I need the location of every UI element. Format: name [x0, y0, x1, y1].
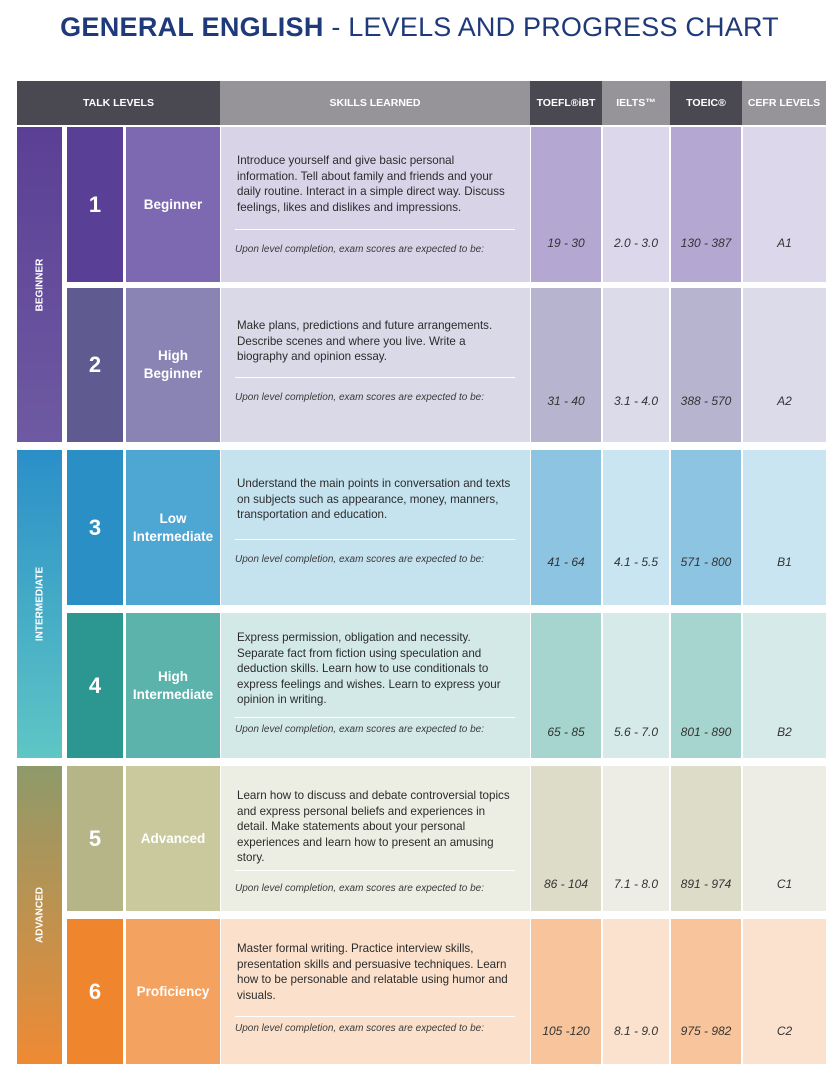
level-name	[126, 450, 220, 605]
cefr-level: C2	[743, 919, 826, 1064]
level-number: 2	[67, 288, 123, 442]
toeic-score: 891 - 974	[671, 766, 741, 911]
level-name	[126, 919, 220, 1064]
skills-cell	[221, 919, 530, 1064]
completion-note: Upon level completion, exam scores are expected to be:	[235, 554, 485, 565]
divider	[235, 377, 515, 378]
skills-description: Understand the main points in conversation and texts on subjects such as appearance, money, manners, transportation and education.	[237, 477, 511, 521]
group-label: INTERMEDIATE	[34, 566, 45, 642]
skills-description: Master formal writing. Practice interview skills, presentation skills and persuasive techniques. Learn how to be personable and relatable using humor and visuals.	[237, 942, 508, 1002]
toefl-score: 65 - 85	[531, 613, 601, 758]
completion-note: Upon level completion, exam scores are expected to be:	[235, 883, 485, 894]
level-name-text: Advanced	[140, 830, 206, 846]
ielts-score: 2.0 - 3.0	[603, 127, 669, 282]
level-name	[126, 613, 220, 758]
toefl-score: 41 - 64	[531, 450, 601, 605]
level-name	[126, 766, 220, 911]
level-number: 4	[67, 613, 123, 758]
ielts-score: 8.1 - 9.0	[603, 919, 669, 1064]
ielts-score: 3.1 - 4.0	[603, 288, 669, 442]
completion-note: Upon level completion, exam scores are expected to be:	[235, 724, 485, 735]
skills-cell	[221, 613, 530, 758]
skills-cell	[221, 766, 530, 911]
skills-cell	[221, 450, 530, 605]
level-name-text: High Beginner	[143, 348, 203, 381]
skills-cell	[221, 127, 530, 282]
completion-note: Upon level completion, exam scores are expected to be:	[235, 392, 485, 403]
toefl-score: 86 - 104	[531, 766, 601, 911]
toefl-score: 19 - 30	[531, 127, 601, 282]
level-name-text: Low Intermediate	[132, 510, 214, 544]
group-beginner	[17, 127, 62, 442]
skills-description: Make plans, predictions and future arrangements. Describe scenes and where you live. Write a biography and opinion essay.	[237, 319, 493, 363]
header-ielts: IELTS™	[602, 81, 670, 125]
toeic-score: 801 - 890	[671, 613, 741, 758]
skills-description: Introduce yourself and give basic personal information. Tell about family and friends and your daily routine. Interact in a simple direct way. Discuss feelings, likes and dislikes and impressions.	[237, 154, 505, 214]
toeic-score: 130 - 387	[671, 127, 741, 282]
level-name-text: Beginner	[143, 196, 203, 212]
level-name-text: Proficiency	[136, 983, 210, 999]
header-cefr-levels: CEFR LEVELS	[742, 81, 826, 125]
level-name	[126, 127, 220, 282]
level-number: 5	[67, 766, 123, 911]
completion-note: Upon level completion, exam scores are expected to be:	[235, 1023, 485, 1034]
completion-note: Upon level completion, exam scores are expected to be:	[235, 244, 485, 255]
header-skills-learned: SKILLS LEARNED	[220, 81, 530, 125]
header-toeic: TOEIC®	[670, 81, 742, 125]
title-rest: - LEVELS AND PROGRESS CHART	[323, 12, 779, 42]
cefr-level: A1	[743, 127, 826, 282]
skills-cell	[221, 288, 530, 442]
title-bold: GENERAL ENGLISH	[60, 12, 324, 42]
level-number: 3	[67, 450, 123, 605]
divider	[235, 870, 515, 871]
divider	[235, 229, 515, 230]
group-intermediate	[17, 450, 62, 758]
ielts-score: 7.1 - 8.0	[603, 766, 669, 911]
skills-description: Learn how to discuss and debate controversial topics and express personal beliefs and experiences in detail. Make statements about your personal experiences and learn how to present an amusing story.	[237, 789, 510, 864]
group-advanced	[17, 766, 62, 1064]
header-toefl: TOEFL®iBT	[530, 81, 602, 125]
toeic-score: 975 - 982	[671, 919, 741, 1064]
level-number: 6	[67, 919, 123, 1064]
divider	[235, 1016, 515, 1017]
level-name-text: High Intermediate	[132, 668, 214, 702]
header-talk-levels: TALK LEVELS	[17, 81, 220, 125]
ielts-score: 5.6 - 7.0	[603, 613, 669, 758]
group-label: BEGINNER	[34, 258, 45, 311]
cefr-level: C1	[743, 766, 826, 911]
toeic-score: 388 - 570	[671, 288, 741, 442]
toefl-score: 31 - 40	[531, 288, 601, 442]
ielts-score: 4.1 - 5.5	[603, 450, 669, 605]
level-number: 1	[67, 127, 123, 282]
cefr-level: A2	[743, 288, 826, 442]
toeic-score: 571 - 800	[671, 450, 741, 605]
toefl-score: 105 -120	[531, 919, 601, 1064]
group-label: ADVANCED	[34, 887, 45, 943]
cefr-level: B1	[743, 450, 826, 605]
cefr-level: B2	[743, 613, 826, 758]
level-name	[126, 288, 220, 442]
divider	[235, 717, 515, 718]
divider	[235, 539, 515, 540]
skills-description: Express permission, obligation and necessity. Separate fact from fiction using speculation and deduction skills. Learn how to use conditionals to express feelings and wishes. Learn to express your opinion in writing.	[237, 631, 501, 706]
page-title	[0, 10, 839, 44]
